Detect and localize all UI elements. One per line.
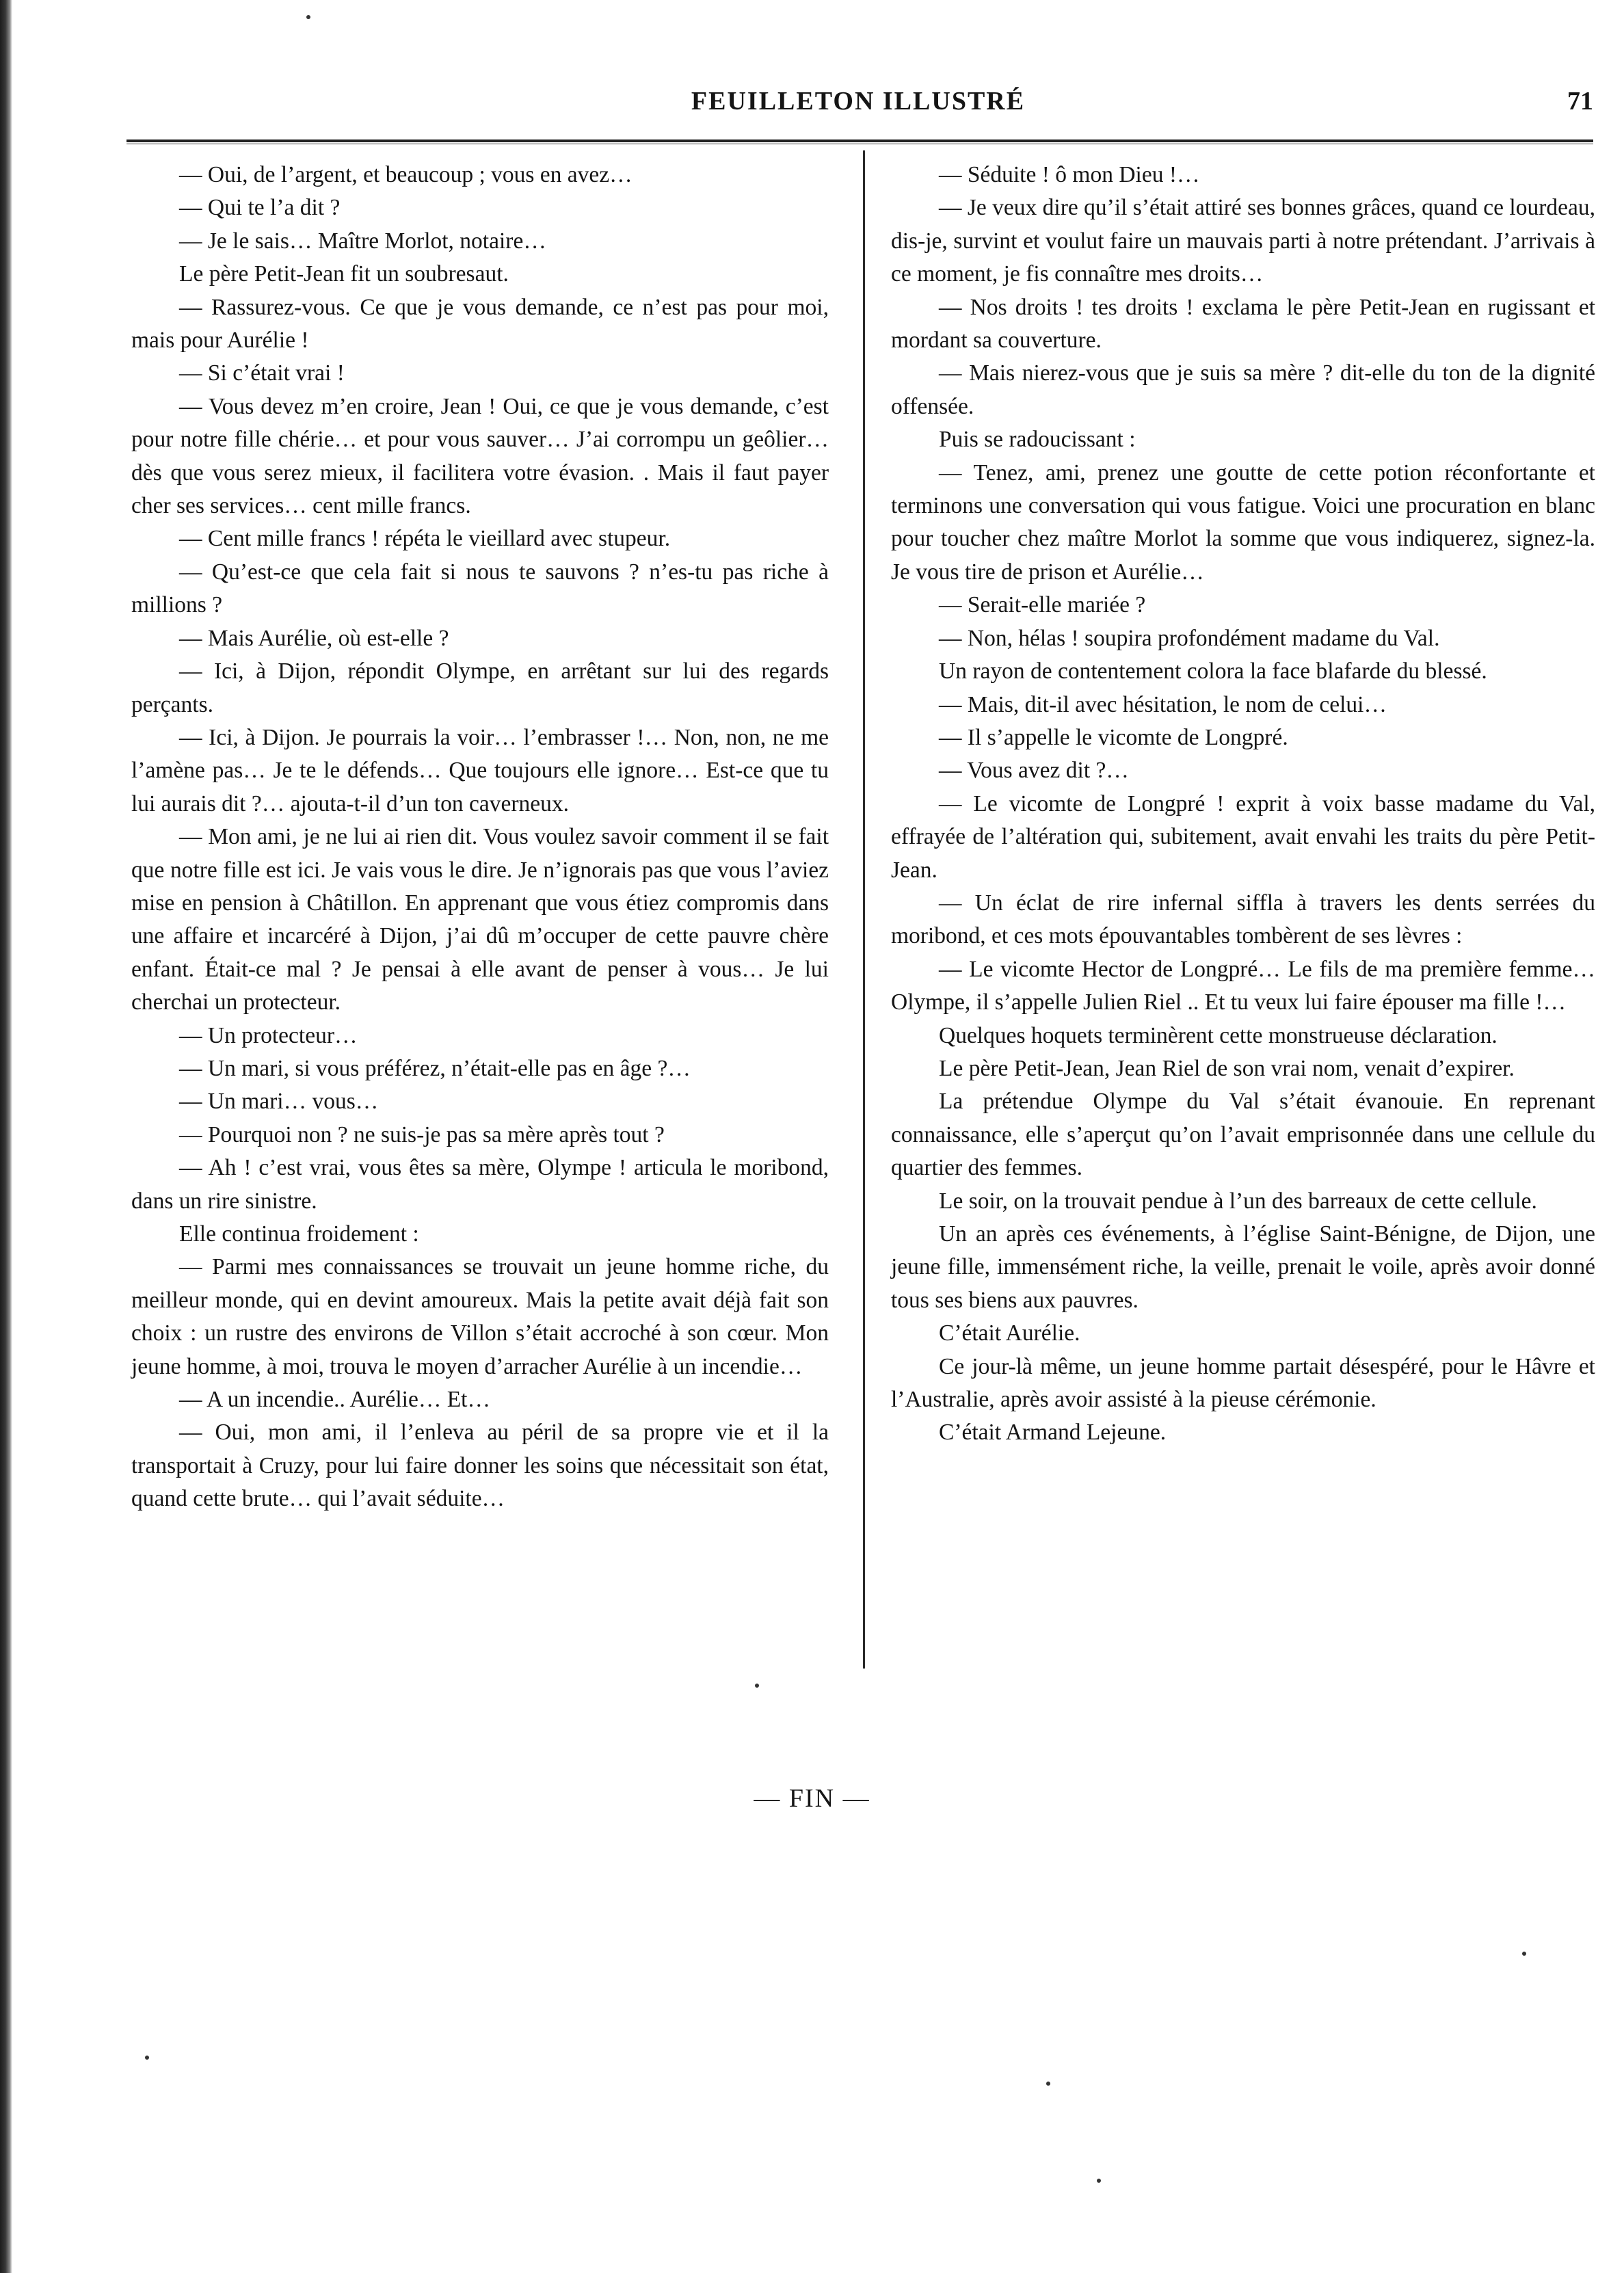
paragraph: — Oui, mon ami, il l’enleva au péril de sa propre vie et il la transportait à Cruzy, pour lui faire donner les soins que nécessitait son état, quand cette brute… qui l’avait séduite… xyxy=(131,1420,829,1512)
paragraph: Elle continua froidement : xyxy=(179,1221,419,1247)
right-column xyxy=(891,159,1595,1450)
paragraph: — Nos droits ! tes droits ! exclama le père Petit-Jean en rugissant et mordant sa couverture. xyxy=(891,294,1595,354)
paragraph: — Ici, à Dijon, répondit Olympe, en arrêtant sur lui des regards perçants. xyxy=(131,659,829,717)
paragraph: — Qu’est-ce que cela fait si nous te sauvons ? n’es-tu pas riche à millions ? xyxy=(131,559,829,618)
paragraph: La prétendue Olympe du Val s’était évanouie. En reprenant connaissance, elle s’aperçut qu’on l’avait emprisonnée dans une cellule du quartier des femmes. xyxy=(891,1089,1595,1181)
running-title: FEUILLETON ILLUSTRÉ xyxy=(691,87,1026,116)
paragraph: — Vous devez m’en croire, Jean ! Oui, ce que je vous demande, c’est pour notre fille chérie… et pour vous sauver… J’ai corrompu un geôlier… dès que vous serez mieux, il facilitera votre évasion. . Mais il faut payer cher ses services… cent mille francs. xyxy=(131,393,829,519)
paragraph: — Je le sais… Maître Morlot, notaire… xyxy=(179,228,546,254)
paragraph: Ce jour-là même, un jeune homme partait désespéré, pour le Hâvre et l’Australie, après avoir assisté à la pieuse cérémonie. xyxy=(891,1353,1595,1413)
paragraph: Quelques hoquets terminèrent cette monstrueuse déclaration. xyxy=(939,1022,1497,1048)
paragraph: — Mais nierez-vous que je suis sa mère ? dit-elle du ton de la dignité offensée. xyxy=(891,360,1595,419)
paragraph: — Le vicomte de Longpré ! exprit à voix basse madame du Val, effrayée de l’altération qui, subitement, avait envahi les traits du père Petit-Jean. xyxy=(891,790,1595,883)
paragraph: — Un éclat de rire infernal siffla à travers les dents serrées du moribond, et ces mots épouvantables tombèrent de ses lèvres : xyxy=(891,890,1595,949)
left-column xyxy=(131,159,829,1516)
paragraph: C’était Armand Lejeune. xyxy=(939,1420,1167,1446)
paragraph: — Mon ami, je ne lui ai rien dit. Vous voulez savoir comment il se fait que notre fille est ici. Je vais vous le dire. Je n’ignorais pas que vous l’aviez mise en pension à Châtillon. En apprenant que vous étiez compromis dans une affaire et incarcéré à Dijon, j’ai dû m’occuper de cette pauvre chère enfant. Était-ce mal ? Je pensai à elle avant de penser à vous… Je lui cherchai un protecteur. xyxy=(131,824,829,1015)
paragraph: Un rayon de contentement colora la face blafarde du blessé. xyxy=(939,659,1487,684)
ink-speck xyxy=(1046,2082,1050,2086)
paragraph: C’était Aurélie. xyxy=(939,1320,1080,1346)
paragraph: Puis se radoucissant : xyxy=(939,427,1136,453)
paragraph: — Un protecteur… xyxy=(179,1022,358,1048)
paragraph: — Si c’était vrai ! xyxy=(179,360,345,386)
ink-speck xyxy=(1522,1952,1526,1956)
paragraph: — Serait-elle mariée ? xyxy=(939,592,1146,618)
paragraph: — A un incendie.. Aurélie… Et… xyxy=(179,1387,490,1413)
paragraph: — Un mari, si vous préférez, n’était-elle pas en âge ?… xyxy=(179,1055,691,1081)
ink-speck xyxy=(1097,2179,1101,2183)
paragraph: — Pourquoi non ? ne suis-je pas sa mère après tout ? xyxy=(179,1121,665,1147)
paragraph: Le soir, on la trouvait pendue à l’un des barreaux de cette cellule. xyxy=(939,1188,1537,1214)
page-number: 71 xyxy=(1567,87,1593,116)
paragraph: Le père Petit-Jean, Jean Riel de son vrai nom, venait d’expirer. xyxy=(939,1055,1515,1081)
paragraph: — Ici, à Dijon. Je pourrais la voir… l’embrasser !… Non, non, ne me l’amène pas… Je te le défends… Que toujours elle ignore… Est-ce que tu lui aurais dit ?… ajouta-t-il d’un ton caverneux. xyxy=(131,724,829,816)
binding-edge xyxy=(0,0,12,2273)
paragraph: — Rassurez-vous. Ce que je vous demande, ce n’est pas pour moi, mais pour Aurélie ! xyxy=(131,294,829,354)
paragraph: — Vous avez dit ?… xyxy=(939,758,1129,784)
paragraph: — Séduite ! ô mon Dieu !… xyxy=(939,162,1200,187)
paragraph: — Mais, dit-il avec hésitation, le nom de celui… xyxy=(939,691,1387,717)
paragraph: — Non, hélas ! soupira profondément madame du Val. xyxy=(939,625,1440,651)
column-rule xyxy=(863,150,865,1669)
paragraph: — Il s’appelle le vicomte de Longpré. xyxy=(939,724,1288,750)
paragraph: — Oui, de l’argent, et beaucoup ; vous en avez… xyxy=(179,162,633,187)
paragraph: — Le vicomte Hector de Longpré… Le fils de ma première femme… Olympe, il s’appelle Julien Riel .. Et tu veux lui faire épouser ma fille !… xyxy=(891,956,1595,1015)
paragraph: — Un mari… vous… xyxy=(179,1089,379,1115)
paragraph: — Tenez, ami, prenez une goutte de cette potion réconfortante et terminons une conversation qui vous fatigue. Voici une procuration en blanc pour toucher chez maître Morlot la somme que vous indiquerez, signez-la. Je vous tire de prison et Aurélie… xyxy=(891,460,1595,585)
ink-speck xyxy=(145,2056,149,2060)
ink-speck xyxy=(306,15,310,19)
paragraph: — Qui te l’a dit ? xyxy=(179,195,341,221)
paragraph: — Ah ! c’est vrai, vous êtes sa mère, Olympe ! articula le moribond, dans un rire sinistre. xyxy=(131,1155,829,1214)
paragraph: — Cent mille francs ! répéta le vieillard avec stupeur. xyxy=(179,526,671,552)
ink-speck xyxy=(755,1684,759,1688)
paragraph: — Parmi mes connaissances se trouvait un jeune homme riche, du meilleur monde, qui en devint amoureux. Mais la petite avait déjà fait son choix : un rustre des environs de Villon s’était accroché à son cœur. Mon jeune homme, à moi, trouva le moyen d’arracher Aurélie à un incendie… xyxy=(131,1254,829,1379)
page-header xyxy=(123,77,1593,118)
paragraph: — Mais Aurélie, où est-elle ? xyxy=(179,625,449,651)
paragraph: Le père Petit-Jean fit un soubresaut. xyxy=(179,261,509,287)
paragraph: Un an après ces événements, à l’église Saint-Bénigne, de Dijon, une jeune fille, immensément riche, la veille, prenait le voile, après avoir donné tous ses biens aux pauvres. xyxy=(891,1221,1595,1313)
end-mark: — FIN — xyxy=(754,1784,870,1813)
paragraph: — Je veux dire qu’il s’était attiré ses bonnes grâces, quand ce lourdeau, dis-je, survint et voulut faire un mauvais parti à notre prétendant. J’arrivais à ce moment, je fis connaître mes droits… xyxy=(891,195,1596,287)
header-rule xyxy=(127,139,1593,144)
